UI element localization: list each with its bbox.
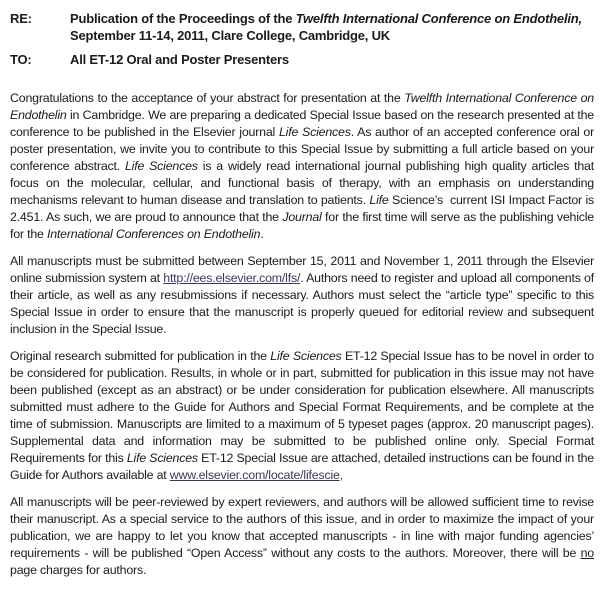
journal-title-italic: Life Sciences [270,349,342,363]
to-label: TO: [10,52,32,67]
text-segment: All manuscripts must be submitted between September 15, 2011 and November 1, 2011 through the Elsevier online submission system at [10,254,594,285]
text-segment: ET-12 Special Issue has to be novel in order to be considered for publication. Results, in whole or in part, submitted for publication in this issue may not have been published (except as an abstract) or be under consideration for publication elsewhere. All manuscripts submitted must adhere to the Guide for Authors and Special Format Requirements, and be complete at the time of submission. Manuscripts are limited to a maximum of 5 typeset pages (approx. 20 manuscript pages). Supplemental data and information may be submitted to be published online only. Special Format Requirements for this [10,349,594,465]
to-content: All ET-12 Oral and Poster Presenters [70,52,289,67]
text-segment: page charges for authors. [10,563,147,577]
paragraph-submission [10,253,594,338]
text-segment: All manuscripts will be peer-reviewed by expert reviewers, and authors will be allowed sufficient time to revise their manuscript. As a special service to the authors of this issue, and in order to maximize the impact of your publication, we are happy to let you know that accepted manuscripts - in line with major funding agencies’ requirements - will be published “Open Access” without any costs to the authors. Moreover, there will be [10,495,594,560]
no-emphasis-underline: no [580,546,594,560]
paragraph-requirements [10,348,594,484]
paragraph-intro [10,90,594,243]
re-row [10,10,594,44]
journal-title-italic: Life Sciences [124,159,198,173]
text-segment: . [260,227,264,241]
journal-word-italic: Journal [282,210,322,224]
submission-system-link[interactable]: http://ees.elsevier.com/lfs/ [163,271,301,285]
guide-for-authors-link[interactable]: www.elsevier.com/locate/lifescie, [169,468,343,482]
conference-series-italic: International Conferences on Endothelin [46,227,261,241]
text-segment: Science’s current ISI Impact Factor is 2.451. As such, we are proud to announce that the [10,193,594,224]
text-segment: . As author of an accepted conference oral or poster presentation, we invite you to contribute to this Special Issue by submitting a full article based on your conference abstract. [10,125,594,173]
memo-header [10,10,594,68]
re-subject-text: Publication of the Proceedings of the [70,11,296,26]
conference-title-italic: Twelfth International Conference on Endothelin, [295,11,582,26]
journal-title-italic: Life Sciences [126,451,198,465]
letter-body [10,90,594,579]
text-segment: ET-12 Special Issue are attached, detailed instructions can be found in the Guide for Authors available at [10,451,594,482]
journal-title-italic: Life [369,193,389,207]
text-segment: . Authors need to register and upload all components of their article, as well as any resubmissions if necessary. Authors must select the “article type” specific to this Special Issue in order to ensure that the manuscript is properly queued for editorial review and subsequent inclusion in the Special Issue. [10,271,594,336]
to-row [10,51,594,68]
text-segment: is a widely read international journal publishing high quality articles that focus on the molecular, cellular, and functional basis of therapy, with an emphasis on understanding mechanisms relevant to human disease and translation to patients. [10,159,594,207]
paragraph-review [10,494,594,579]
re-label: RE: [10,11,32,26]
conference-date-location: September 11-14, 2011, Clare College, Cambridge, UK [70,11,586,43]
re-content [70,10,594,44]
text-segment: Original research submitted for publication in the [10,349,271,363]
text-segment: Congratulations to the acceptance of your abstract for presentation at the [10,91,405,105]
text-segment: for the first time will serve as the publishing vehicle for the [10,210,594,241]
text-segment: in Cambridge. We are preparing a dedicated Special Issue based on the research presented at the conference to be published in the Elsevier journal [10,108,594,139]
conference-title-italic: Twelfth International Conference on Endothelin [10,91,594,122]
journal-title-italic: Life Sciences [278,125,351,139]
